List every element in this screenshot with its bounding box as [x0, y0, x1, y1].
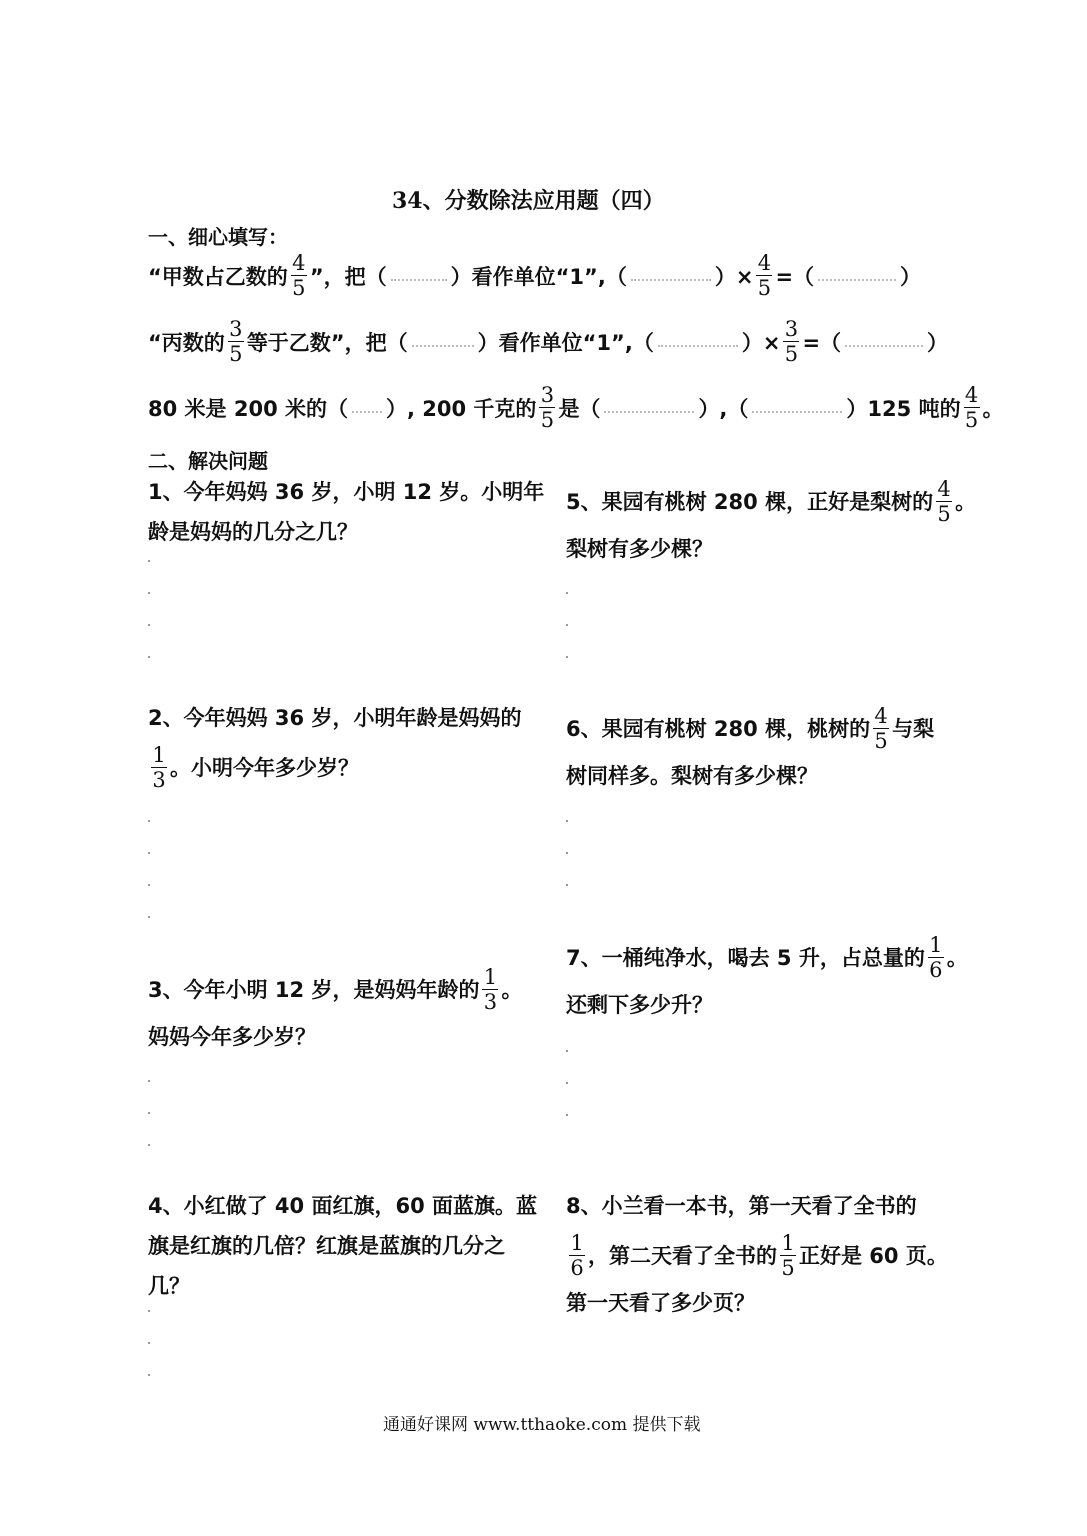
answer-blank[interactable]	[818, 271, 896, 281]
line1-end: ）	[900, 264, 922, 289]
numerator: 4	[964, 383, 979, 407]
question-7-line1-row	[566, 934, 968, 981]
denominator: 5	[784, 342, 799, 366]
fraction	[151, 744, 167, 791]
question-8-line1: 8、小兰看一本书，第一天看了全书的	[566, 1194, 917, 1218]
question-8-line2-row	[566, 1232, 948, 1279]
question-7-line1a: 7、一桶纯净水，喝去 5 升，占总量的	[566, 945, 925, 970]
question-8-line3: 第一天看了多少页？	[566, 1291, 755, 1315]
answer-blank[interactable]	[658, 337, 738, 347]
fraction	[783, 318, 799, 365]
line3-e: ）125 吨的	[846, 396, 961, 421]
question-3-line1-row	[148, 966, 522, 1013]
numerator: 4	[292, 251, 306, 275]
answer-space-marks	[566, 592, 568, 688]
question-2-line1: 2、今年妈妈 36 岁，小明年龄是妈妈的	[148, 706, 522, 730]
answer-space-marks	[566, 1050, 568, 1146]
line1-times: ）×	[714, 264, 754, 289]
denominator: 5	[874, 729, 888, 753]
fraction	[539, 384, 555, 431]
numerator: 1	[152, 743, 166, 767]
denominator: 5	[964, 408, 979, 432]
numerator: 4	[937, 477, 951, 501]
fraction	[482, 966, 498, 1013]
answer-space-marks	[148, 1080, 150, 1176]
section1-heading: 一、细心填写：	[148, 225, 288, 249]
answer-space-marks	[148, 1310, 150, 1406]
question-3-line2: 妈妈今年多少岁？	[148, 1025, 316, 1049]
denominator: 5	[757, 276, 772, 300]
line3-d: ）,（	[698, 396, 749, 421]
answer-blank[interactable]	[845, 337, 923, 347]
denominator: 6	[929, 958, 943, 982]
question-3-line1a: 3、今年小明 12 岁，是妈妈年龄的	[148, 977, 480, 1002]
fill-line-3	[148, 384, 1004, 431]
fraction	[873, 705, 889, 752]
question-6	[566, 705, 934, 796]
question-7-line2: 还剩下多少升？	[566, 993, 713, 1017]
fraction	[964, 384, 980, 431]
question-1	[148, 472, 544, 552]
line1-eq: =（	[775, 264, 815, 289]
numerator: 1	[483, 965, 498, 989]
denominator: 5	[781, 1256, 795, 1280]
answer-blank[interactable]	[631, 271, 711, 281]
line1-mid: ”，把（	[309, 264, 387, 289]
line2-after-blank: ）看作单位“1”,（	[477, 330, 654, 355]
section2-heading: 二、解决问题	[148, 449, 268, 473]
denominator: 5	[229, 342, 243, 366]
line3-b: ）, 200 千克的	[386, 396, 537, 421]
line2-end: ）	[927, 330, 949, 355]
question-8-line2b: 正好是 60 页。	[799, 1243, 948, 1268]
answer-blank[interactable]	[352, 403, 382, 413]
question-8-line2a: ，第二天看了全书的	[588, 1243, 777, 1268]
line3-c: 是（	[558, 396, 601, 421]
denominator: 5	[292, 276, 306, 300]
question-4-line1: 4、小红做了 40 面红旗，60 面蓝旗。蓝	[148, 1194, 537, 1218]
line2-prefix: “丙数的	[148, 330, 225, 355]
question-2	[148, 698, 521, 791]
fraction	[928, 934, 944, 981]
line2-eq: =（	[802, 330, 842, 355]
question-5-line2: 梨树有多少棵？	[566, 537, 713, 561]
line3-f: 。	[982, 396, 1004, 421]
numerator: 4	[874, 704, 888, 728]
footer-credit: 通通好课网 www.tthaoke.com 提供下载	[383, 1415, 701, 1435]
denominator: 5	[540, 408, 555, 432]
question-3-line1b: 。	[501, 977, 523, 1002]
fraction	[569, 1232, 585, 1279]
question-6-line1-row	[566, 705, 934, 752]
numerator: 3	[784, 317, 799, 341]
line1-prefix: “甲数占乙数的	[148, 264, 288, 289]
question-2-line2-row	[148, 744, 521, 791]
question-5	[566, 478, 976, 569]
fraction	[936, 478, 952, 525]
answer-space-marks	[148, 560, 150, 688]
fraction	[756, 252, 772, 299]
fill-line-2	[148, 318, 948, 365]
numerator: 3	[540, 383, 555, 407]
denominator: 3	[152, 768, 166, 792]
question-5-line1b: 。	[955, 489, 977, 514]
answer-blank[interactable]	[604, 403, 694, 413]
answer-blank[interactable]	[412, 337, 474, 347]
answer-space-marks	[566, 820, 568, 916]
question-5-line1-row	[566, 478, 976, 525]
answer-space-marks	[148, 820, 150, 948]
question-2-line2: 。小明今年多少岁？	[170, 755, 359, 780]
denominator: 6	[570, 1256, 584, 1280]
question-5-line1a: 5、果园有桃树 280 棵，正好是梨树的	[566, 489, 934, 514]
line2-times: ）×	[741, 330, 781, 355]
page-title: 34、分数除法应用题（四）	[392, 188, 665, 214]
numerator: 4	[757, 251, 772, 275]
numerator: 3	[229, 317, 243, 341]
fraction	[780, 1232, 796, 1279]
numerator: 1	[570, 1231, 584, 1255]
question-6-line2: 树同样多。梨树有多少棵？	[566, 764, 818, 788]
question-1-line1: 1、今年妈妈 36 岁，小明 12 岁。小明年	[148, 480, 545, 504]
question-6-line1b: 与梨	[892, 716, 935, 741]
numerator: 1	[781, 1231, 795, 1255]
question-1-line2: 龄是妈妈的几分之几？	[148, 520, 358, 544]
question-7-line1b: 。	[946, 945, 968, 970]
line1-after-blank: ）看作单位“1”,（	[450, 264, 627, 289]
denominator: 3	[483, 990, 498, 1014]
fraction	[228, 318, 244, 365]
question-6-line1a: 6、果园有桃树 280 棵，桃树的	[566, 716, 871, 741]
question-8	[566, 1186, 948, 1323]
answer-blank[interactable]	[752, 403, 842, 413]
question-4-line2: 旗是红旗的几倍？红旗是蓝旗的几分之	[148, 1234, 505, 1258]
fraction	[291, 252, 307, 299]
numerator: 1	[929, 933, 943, 957]
answer-blank[interactable]	[391, 271, 447, 281]
fill-line-1	[148, 252, 921, 299]
question-4	[148, 1186, 537, 1306]
denominator: 5	[937, 502, 951, 526]
question-3	[148, 966, 522, 1057]
line2-mid: 等于乙数”，把（	[246, 330, 408, 355]
question-7	[566, 934, 968, 1025]
line3-a: 80 米是 200 米的（	[148, 396, 348, 421]
question-4-line3: 几？	[148, 1274, 190, 1298]
